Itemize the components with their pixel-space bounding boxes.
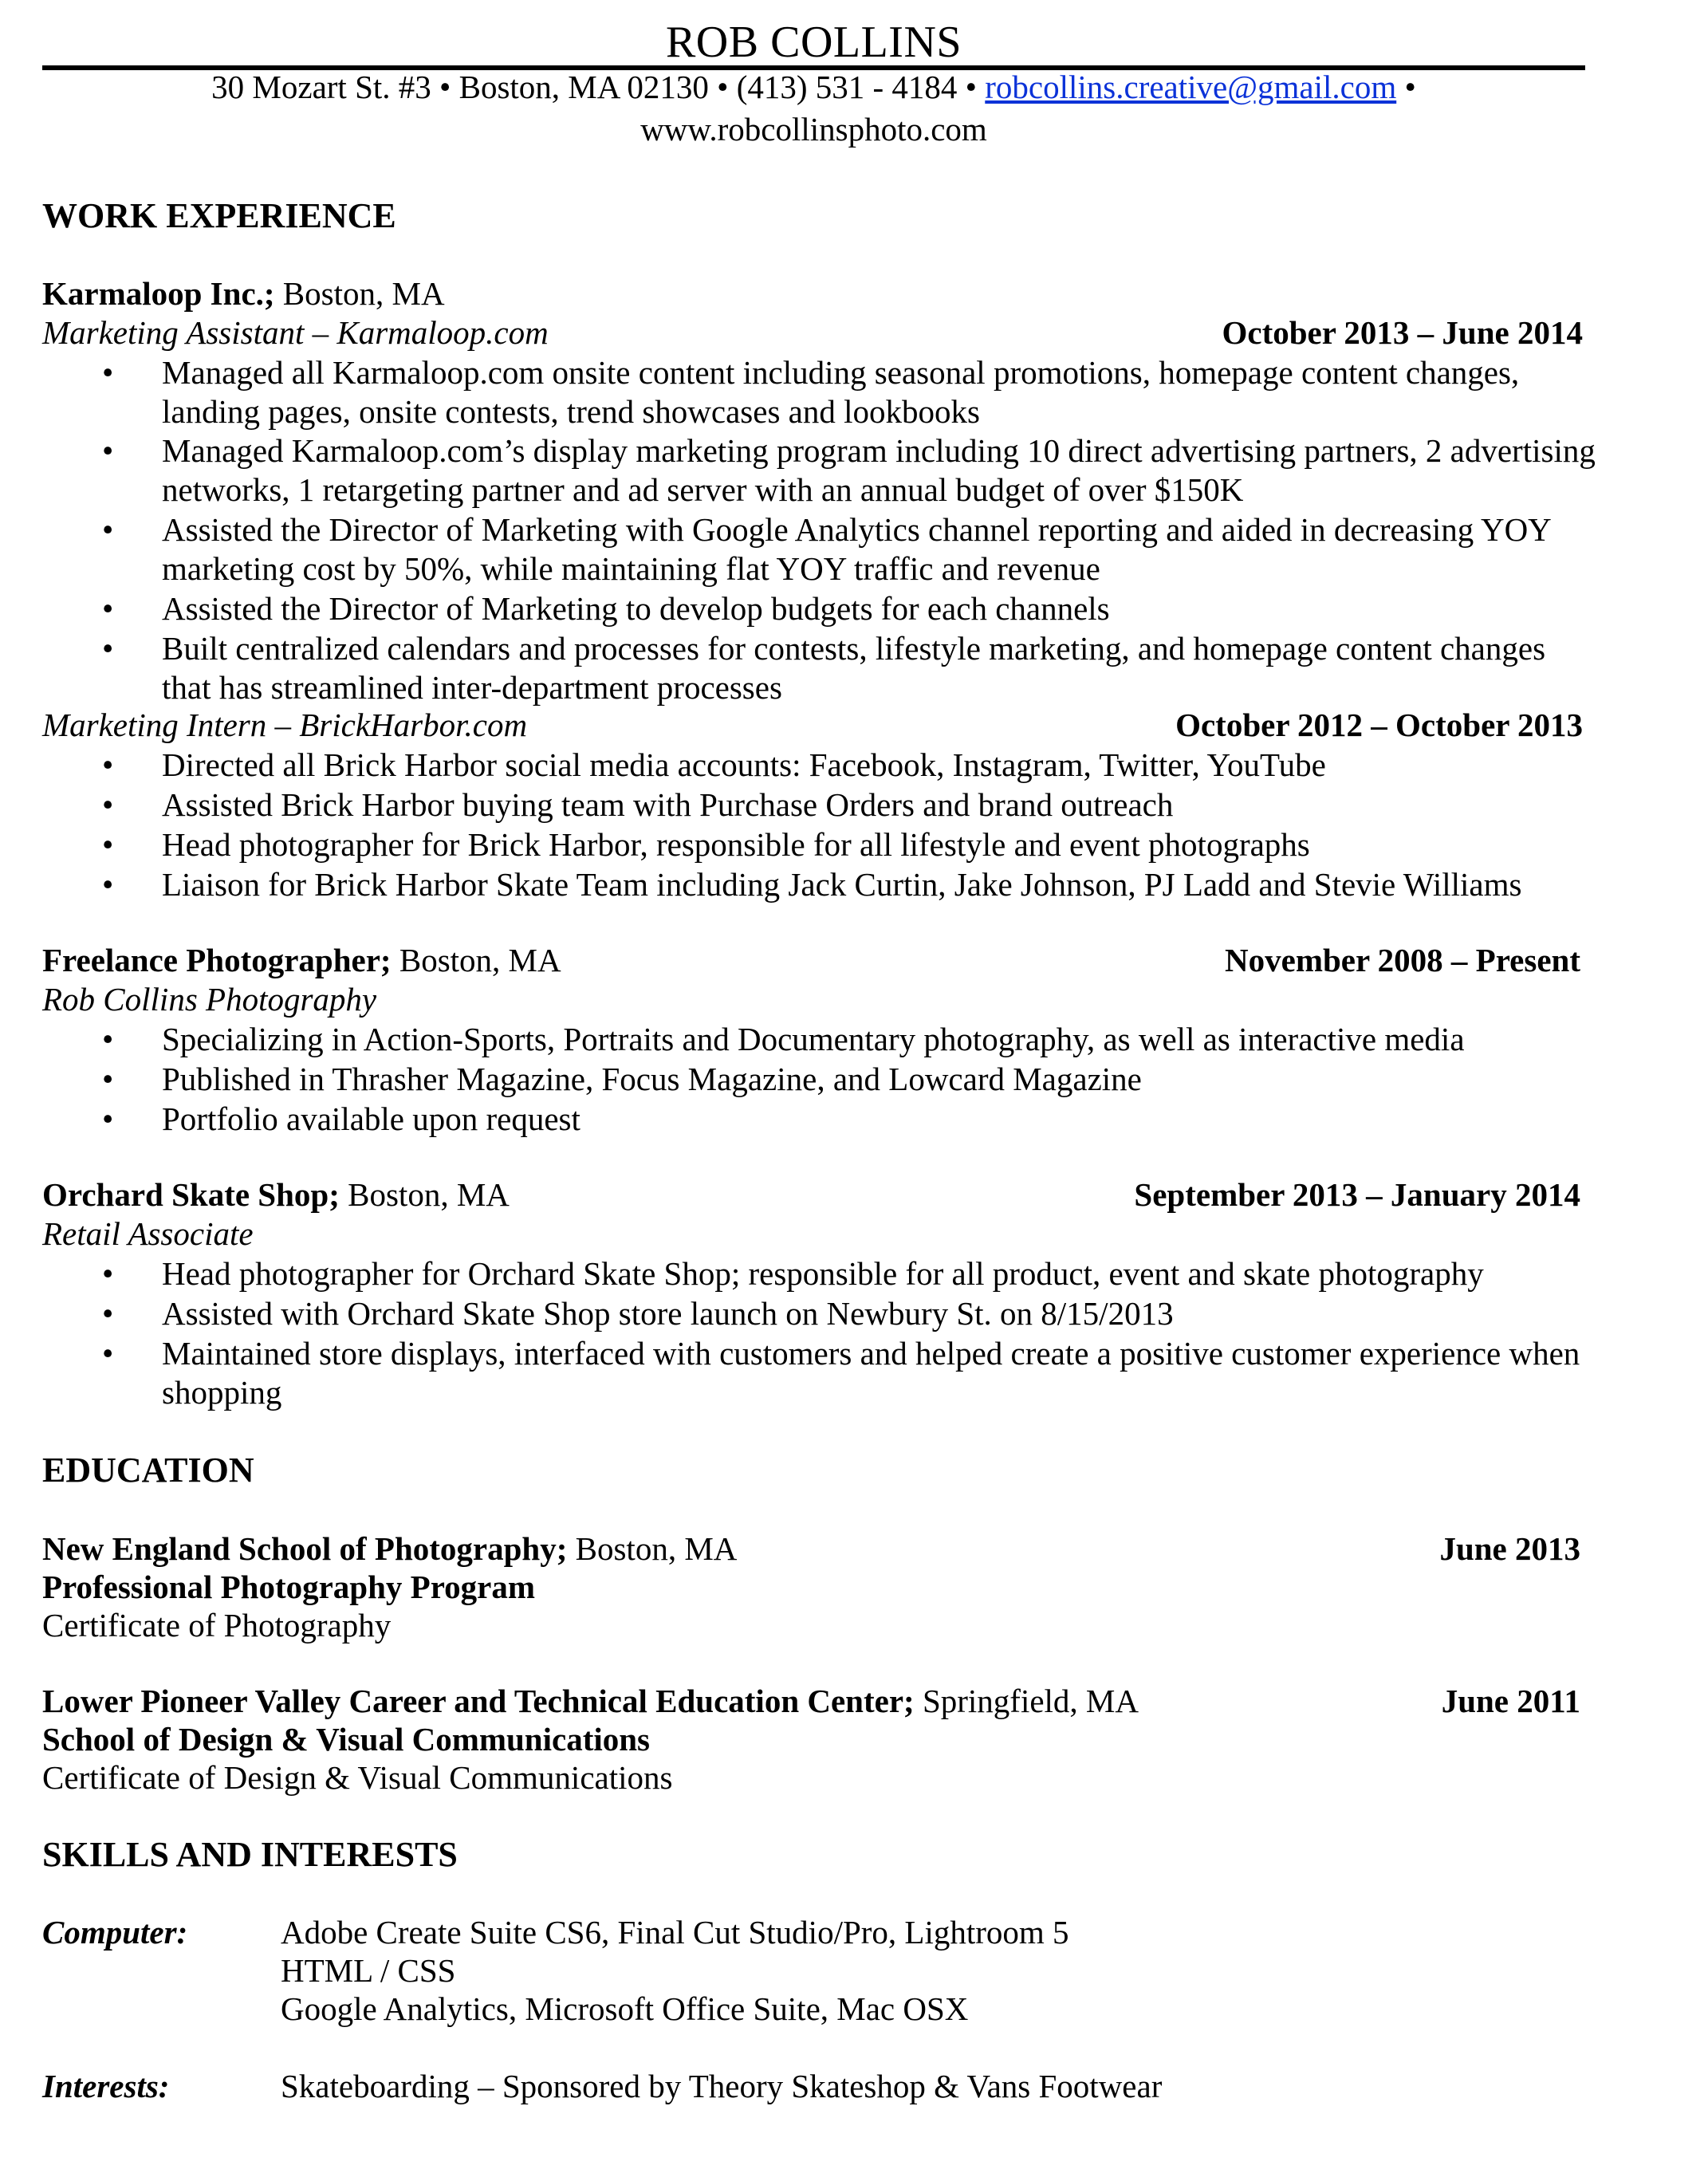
school-location: Boston, MA <box>567 1530 738 1567</box>
bullet-text: Liaison for Brick Harbor Skate Team including Jack Curtin, Jake Johnson, PJ Ladd and Stevie Williams <box>162 866 1522 903</box>
bullet-text: Managed all Karmaloop.com onsite content including seasonal promotions, homepage content changes, landing pages, onsite contests, trend showcases and lookbooks <box>162 354 1520 430</box>
section-title-skills: SKILLS AND INTERESTS <box>42 1835 458 1874</box>
school-certificate: Certificate of Photography <box>42 1607 392 1644</box>
bullet-icon: • <box>102 1295 114 1332</box>
address-phone: 30 Mozart St. #3 • Boston, MA 02130 • (413) 531 - 4184 • <box>211 69 986 105</box>
role-dates: October 2012 – October 2013 <box>1175 707 1583 743</box>
role-dates: October 2013 – June 2014 <box>1222 314 1583 351</box>
bullet-icon: • <box>102 746 114 783</box>
interests-label: Interests: <box>42 2068 170 2104</box>
school-program: School of Design & Visual Communications <box>42 1721 651 1758</box>
school-location: Springfield, MA <box>914 1683 1139 1719</box>
bullet-text: Head photographer for Brick Harbor, responsible for all lifestyle and event photographs <box>162 826 1310 863</box>
employer-freelance <box>42 941 561 979</box>
bullet-icon: • <box>102 1061 114 1097</box>
bullet-text: Published in Thrasher Magazine, Focus Magazine, and Lowcard Magazine <box>162 1061 1142 1097</box>
bullet-icon: • <box>102 511 114 548</box>
role-title: Marketing Assistant – Karmaloop.com <box>42 314 549 351</box>
school-program: Professional Photography Program <box>42 1569 536 1605</box>
school-name: New England School of Photography; <box>42 1530 568 1567</box>
school-name-line <box>42 1682 1139 1720</box>
bullet-text: Built centralized calendars and processes for contests, lifestyle marketing, and homepage content changes that has streamlined inter-department processes <box>162 630 1546 706</box>
candidate-name: ROB COLLINS <box>665 18 962 67</box>
bullet-text: Maintained store displays, interfaced with customers and helped create a positive customer experience when shopping <box>162 1335 1580 1411</box>
computer-skill: Adobe Create Suite CS6, Final Cut Studio/Pro, Lightroom 5 <box>281 1914 1069 1951</box>
bullet-icon: • <box>102 866 114 903</box>
bullet-icon: • <box>102 1100 114 1137</box>
role-dates: September 2013 – January 2014 <box>1134 1176 1580 1213</box>
bullet-icon: • <box>102 630 114 667</box>
bullet-icon: • <box>102 1021 114 1057</box>
school-certificate: Certificate of Design & Visual Communications <box>42 1759 673 1796</box>
school-date: June 2011 <box>1441 1683 1580 1719</box>
school-name-line <box>42 1529 737 1568</box>
bullet-text: Specializing in Action-Sports, Portraits and Documentary photography, as well as interactive media <box>162 1021 1465 1057</box>
role-title: Marketing Intern – BrickHarbor.com <box>42 707 528 743</box>
bullet-icon: • <box>102 826 114 863</box>
company-name: Karmaloop Inc.; <box>42 275 275 312</box>
role-dates: November 2008 – Present <box>1225 942 1580 978</box>
bullet-icon: • <box>102 1335 114 1372</box>
role-title: Rob Collins Photography <box>42 981 377 1018</box>
employer-karmaloop <box>42 274 445 313</box>
bullet-text: Assisted with Orchard Skate Shop store launch on Newbury St. on 8/15/2013 <box>162 1295 1174 1332</box>
bullet-icon: • <box>102 786 114 823</box>
interests-value: Skateboarding – Sponsored by Theory Skateshop & Vans Footwear <box>281 2068 1163 2104</box>
computer-label: Computer: <box>42 1914 188 1951</box>
bullet-icon: • <box>102 590 114 627</box>
bullet-icon: • <box>102 432 114 469</box>
bullet-text: Directed all Brick Harbor social media accounts: Facebook, Instagram, Twitter, YouTube <box>162 746 1326 783</box>
section-title-work: WORK EXPERIENCE <box>42 196 396 235</box>
contact-separator: • <box>1396 69 1416 105</box>
bullet-icon: • <box>102 354 114 391</box>
bullet-text: Portfolio available upon request <box>162 1100 580 1137</box>
employer-orchard <box>42 1175 510 1214</box>
bullet-text: Head photographer for Orchard Skate Shop; responsible for all product, event and skate photography <box>162 1255 1484 1292</box>
bullet-text: Assisted Brick Harbor buying team with Purchase Orders and brand outreach <box>162 786 1174 823</box>
bullet-text: Managed Karmaloop.com’s display marketing program including 10 direct advertising partners, 2 advertising networks, 1 retargeting partner and ad server with an annual budget of over $150K <box>162 432 1596 508</box>
bullet-text: Assisted the Director of Marketing with Google Analytics channel reporting and aided in decreasing YOY marketing cost by 50%, while maintaining flat YOY traffic and revenue <box>162 511 1551 587</box>
company-location: Boston, MA <box>274 275 445 312</box>
company-location: Boston, MA <box>339 1176 510 1213</box>
role-title: Retail Associate <box>42 1215 254 1252</box>
company-location: Boston, MA <box>391 942 561 978</box>
company-name: Orchard Skate Shop; <box>42 1176 340 1213</box>
bullet-text: Assisted the Director of Marketing to develop budgets for each channels <box>162 590 1110 627</box>
computer-skill: HTML / CSS <box>281 1952 456 1989</box>
name-rule <box>42 19 1585 70</box>
school-date: June 2013 <box>1439 1530 1580 1567</box>
website: www.robcollinsphoto.com <box>640 111 987 148</box>
email-link[interactable]: robcollins.creative@gmail.com <box>985 69 1397 105</box>
bullet-icon: • <box>102 1255 114 1292</box>
contact-line <box>42 67 1585 107</box>
school-name: Lower Pioneer Valley Career and Technical Education Center; <box>42 1683 915 1719</box>
computer-skill: Google Analytics, Microsoft Office Suite, Mac OSX <box>281 1990 969 2027</box>
company-name: Freelance Photographer; <box>42 942 392 978</box>
section-title-education: EDUCATION <box>42 1451 254 1490</box>
